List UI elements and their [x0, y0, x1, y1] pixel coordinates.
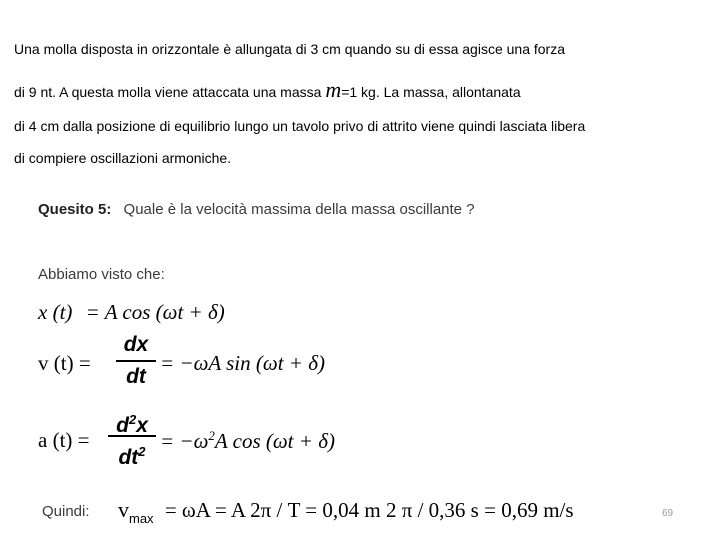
equation-x-rhs: = A cos (ωt + δ): [85, 300, 225, 324]
equation-a-rhs-start: = −ω: [160, 429, 209, 453]
mass-variable: m: [325, 77, 342, 102]
fraction-dx-dt: [116, 332, 156, 390]
equation-a-rhs-end: A cos (ωt + δ): [214, 429, 335, 453]
page-number: 69: [662, 508, 674, 519]
problem-line-2-start: di 9 nt. A questa molla viene attaccata una massa: [14, 84, 326, 100]
fraction-dt2-dt: dt: [118, 446, 139, 469]
fraction-d2x-exponent: 2: [128, 412, 137, 427]
equation-v-lhs: v (t) =: [38, 351, 91, 375]
fraction-dt: dt: [126, 365, 146, 388]
question-text: Quale è la velocità massima della massa oscillante ?: [123, 201, 475, 218]
conclusion-label: Quindi:: [42, 503, 90, 520]
equation-a-rhs-exponent: 2: [208, 428, 215, 443]
problem-line-4: di compiere oscillazioni armoniche.: [14, 150, 232, 166]
fraction-dx: dx: [123, 333, 149, 356]
fraction-d2x: [108, 407, 156, 437]
problem-line-1: Una molla disposta in orizzontale è allungata di 3 cm quando su di essa agisce una forza: [14, 41, 565, 57]
problem-line-2-end: =1 kg. La massa, allontanata: [341, 84, 521, 100]
question-label: Quesito 5:: [38, 201, 112, 218]
equation-x-lhs: x (t): [38, 300, 73, 324]
conclusion-rhs: = ωA = A 2π / T = 0,04 m 2 π / 0,36 s = 0,69 m/s: [164, 498, 574, 522]
fraction-dt2: [108, 439, 156, 469]
equation-v-rhs: = −ωA sin (ωt + δ): [160, 351, 325, 375]
fraction-d2x-dt2: [108, 407, 156, 469]
equation-a-lhs: a (t) =: [38, 428, 90, 452]
equation-x: [38, 300, 225, 325]
problem-line-3: di 4 cm dalla posizione di equilibrio lungo un tavolo privo di attrito viene quindi lasciata libera: [14, 118, 586, 134]
intro-text: Abbiamo visto che:: [38, 266, 165, 283]
fraction-d2x-d: d: [116, 414, 129, 437]
question: [38, 201, 475, 218]
fraction-bar: [116, 360, 156, 362]
vmax-subscript: max: [129, 511, 154, 526]
conclusion-equation: [118, 497, 574, 526]
equation-a-rhs: [160, 428, 335, 454]
fraction-dt2-exponent: 2: [138, 444, 146, 459]
vmax-symbol: v: [118, 497, 129, 522]
problem-line-2: [14, 77, 521, 102]
fraction-d2x-x: x: [136, 414, 148, 437]
